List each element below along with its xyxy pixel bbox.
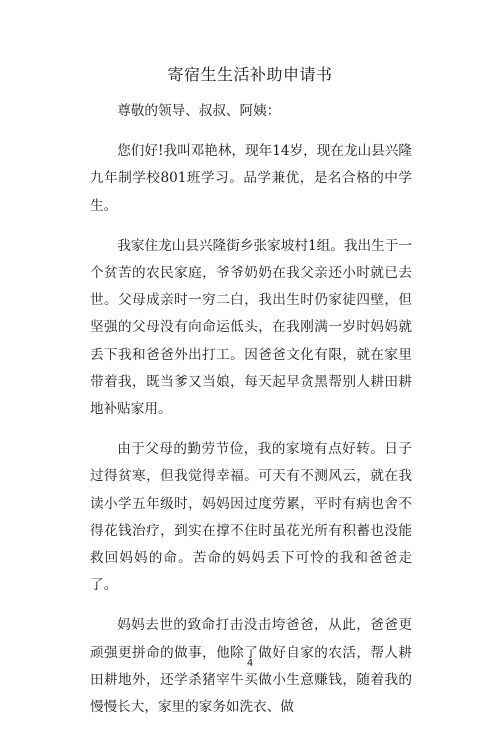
document-title: 寄宿生生活补助申请书 <box>167 65 333 84</box>
page-number: 4 <box>246 658 254 669</box>
paragraph-3: 由于父母的勤劳节俭，我的家境有点好转。日子过得贫寒，但我觉得幸福。可天有不测风云，就在我读小学五年级时，妈妈因过度劳累，平时有病也舍不得花钱治疗，到实在撑不住时虽花光所有积蓄也没能救回妈妈的命。苦命的妈妈丢下可怜的我和爸爸走了。 <box>90 441 412 594</box>
document-body <box>90 98 412 734</box>
paragraph-4: 妈妈去世的致命打击没击垮爸爸，从此，爸爸更顽强更拼命的做事，他除了做好自家的农活，帮人耕田耕地外，还学杀猪宰牛买做小生意赚钱，随着我的慢慢长大，家里的家务如洗衣、做 <box>90 617 412 716</box>
paragraph-2: 我家住龙山县兴隆街乡张家坡村1组。我出生于一个贫苦的农民家庭，爷爷奶奶在我父亲还小时就已去世。父母成亲时一穷二白，我出生时仍家徒四壁，但坚强的父母没有向命运低头，在我刚满一岁时妈妈就丢下我和爸爸外出打工。因爸爸文化有限，就在家里带着我，既当爹又当娘，每天起早贪黑帮别人耕田耕地补贴家用。 <box>90 237 412 418</box>
salutation: 尊敬的领导、叔叔、阿姨： <box>117 103 281 119</box>
paragraph-1: 您们好!我叫邓艳林，现年14岁，现在龙山县兴隆九年制学校801班学习。品学兼优，是名合格的中学生。 <box>90 143 412 214</box>
